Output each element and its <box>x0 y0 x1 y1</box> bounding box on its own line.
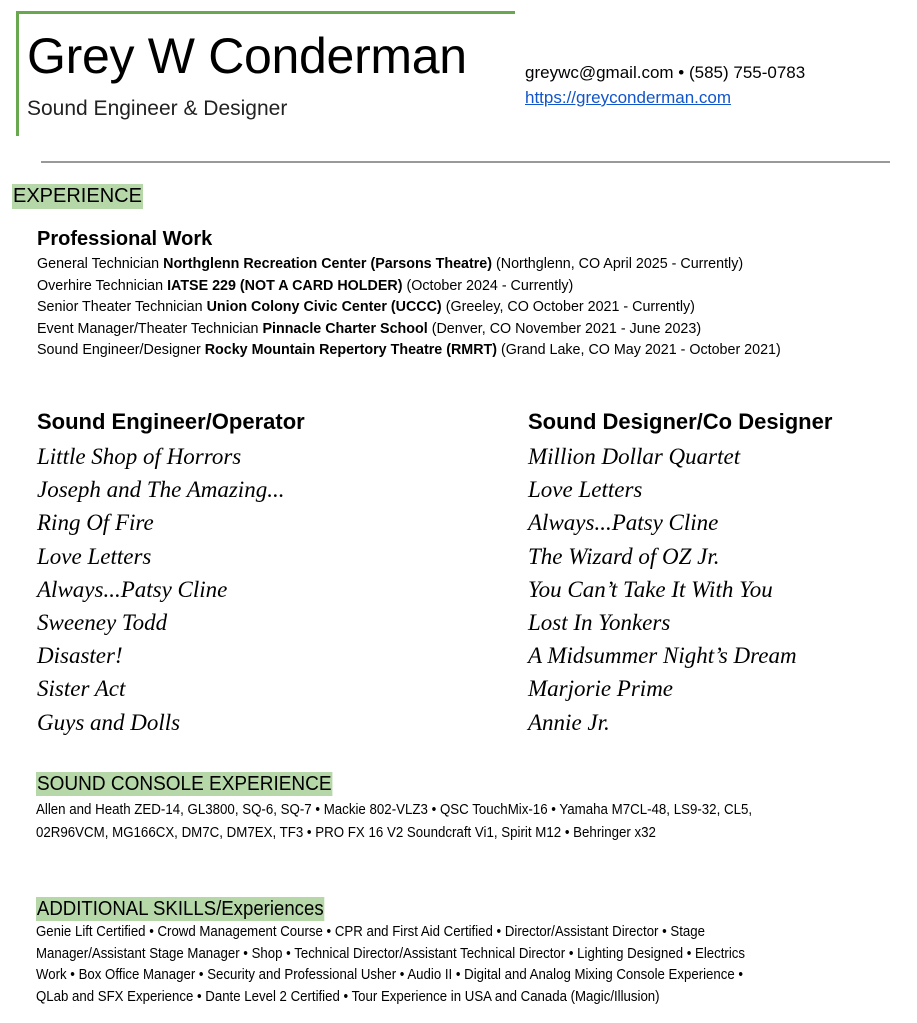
candidate-name: Grey W Conderman <box>27 28 467 84</box>
show-item: Ring Of Fire <box>37 510 154 536</box>
job-item <box>37 276 781 298</box>
job-role: Senior Theater Technician <box>37 299 203 316</box>
show-item: Little Shop of Horrors <box>37 444 242 469</box>
show-item: You Can’t Take It With You <box>528 576 773 602</box>
skills-line: Genie Lift Certified • Crowd Management Course • CPR and First Aid Certified • Director/Assistant Director • Stage <box>36 924 705 940</box>
job-item <box>37 340 781 362</box>
skills-heading: ADDITIONAL SKILLS/Experiences <box>36 898 324 920</box>
job-role: Sound Engineer/Designer <box>37 342 201 359</box>
job-org: IATSE 229 (NOT A CARD HOLDER) <box>167 277 403 294</box>
experience-heading: EXPERIENCE <box>13 185 142 207</box>
show-item: Love Letters <box>528 477 643 503</box>
header-frame-left-border <box>16 11 19 136</box>
job-item <box>37 297 781 319</box>
job-list <box>37 254 781 362</box>
job-item <box>37 319 781 341</box>
skills-text <box>36 922 869 1008</box>
show-item: Marjorie Prime <box>528 676 674 702</box>
header-divider <box>41 161 890 163</box>
show-item: Always...Patsy Cline <box>37 576 228 602</box>
show-item: Guys and Dolls <box>37 709 181 735</box>
job-role: General Technician <box>37 256 160 272</box>
designer-title: Sound Designer/Co Designer <box>528 409 833 434</box>
skills-line: QLab and SFX Experience • Dante Level 2 Certified • Tour Experience in USA and Canada (Magic/Illusion) <box>36 988 660 1005</box>
job-org: Union Colony Civic Center (UCCC) <box>206 299 442 316</box>
job-org: Northglenn Recreation Center (Parsons Theatre) <box>163 256 493 272</box>
contact-info: greywc@gmail.com • (585) 755-0783 <box>525 63 806 82</box>
engineer-operator-title: Sound Engineer/Operator <box>37 409 305 434</box>
job-org: Pinnacle Charter School <box>262 320 428 337</box>
job-item <box>37 254 781 276</box>
professional-work-title: Professional Work <box>37 228 213 250</box>
skills-line: Manager/Assistant Stage Manager • Shop • Technical Director/Assistant Technical Director • Lighting Designed • Electrics <box>36 945 745 962</box>
job-org: Rocky Mountain Repertory Theatre (RMRT) <box>204 342 498 359</box>
show-item: Lost In Yonkers <box>528 610 671 636</box>
show-item: Annie Jr. <box>528 709 610 735</box>
designer-column <box>528 408 832 739</box>
job-role: Overhire Technician <box>37 277 164 294</box>
job-details: (Greeley, CO October 2021 - Currently) <box>445 299 695 316</box>
console-heading: SOUND CONSOLE EXPERIENCE <box>36 773 332 795</box>
job-details: (Denver, CO November 2021 - June 2023) <box>431 320 702 337</box>
show-item: A Midsummer Night’s Dream <box>528 643 797 669</box>
show-item: The Wizard of OZ Jr. <box>528 543 720 569</box>
website-link[interactable]: https://greyconderman.com <box>525 88 731 107</box>
engineer-operator-show-list <box>37 440 305 739</box>
job-details: (Northglenn, CO April 2025 - Currently) <box>496 256 744 272</box>
show-item: Disaster! <box>37 643 123 669</box>
candidate-title: Sound Engineer & Designer <box>27 97 288 120</box>
show-item: Love Letters <box>37 543 152 569</box>
show-item: Always...Patsy Cline <box>528 510 719 536</box>
job-details: (Grand Lake, CO May 2021 - October 2021) <box>501 342 781 359</box>
show-item: Sister Act <box>37 676 126 702</box>
show-item: Million Dollar Quartet <box>528 444 741 469</box>
console-line: 02R96VCM, MG166CX, DM7C, DM7EX, TF3 • PRO FX 16 V2 Soundcraft Vi1, Spirit M12 • Behringer x32 <box>36 825 656 841</box>
header-frame-top-border <box>16 11 515 14</box>
show-item: Joseph and The Amazing... <box>37 477 285 503</box>
engineer-operator-column <box>37 408 305 739</box>
skills-line: Work • Box Office Manager • Security and Professional Usher • Audio II • Digital and Analog Mixing Console Experience • <box>36 967 744 984</box>
console-line: Allen and Heath ZED-14, GL3800, SQ-6, SQ-7 • Mackie 802-VLZ3 • QSC TouchMix-16 • Yamaha M7CL-48, LS9-32, CL5, <box>36 802 753 818</box>
show-item: Sweeney Todd <box>37 610 168 636</box>
job-details: (October 2024 - Currently) <box>406 277 574 294</box>
designer-show-list <box>528 440 832 739</box>
job-role: Event Manager/Theater Technician <box>37 320 259 337</box>
console-experience-text <box>36 799 910 845</box>
